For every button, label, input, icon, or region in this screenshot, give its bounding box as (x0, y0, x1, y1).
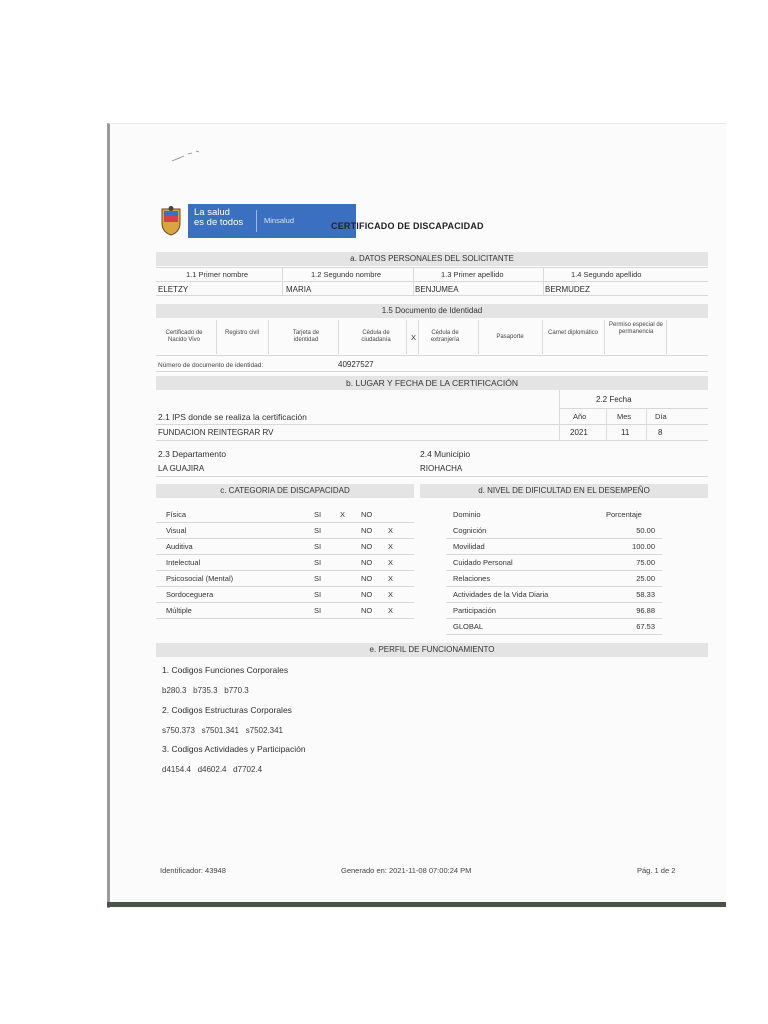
section-d-title: d. NIVEL DE DIFICULTAD EN EL DESEMPEÑO (478, 486, 650, 495)
section-a-title: a. DATOS PERSONALES DEL SOLICITANTE (350, 254, 514, 263)
first-surname-value: BENJUMEA (415, 285, 459, 294)
activities-heading: 3. Codigos Actividades y Participación (162, 744, 306, 754)
domain-percentage: 67.53 (636, 622, 655, 631)
domain-name: Movilidad (453, 542, 485, 551)
section-d-header (420, 484, 708, 498)
category-no: NO (361, 542, 373, 551)
certificate-page (107, 123, 726, 908)
pen-mark-icon (170, 149, 202, 163)
first-surname-label: 1.3 Primer apellido (441, 270, 504, 279)
date-label: 2.2 Fecha (596, 395, 632, 404)
domain-percentage: 100.00 (632, 542, 655, 551)
category-no: NO (361, 558, 373, 567)
section-e-title: e. PERFIL DE FUNCIONAMIENTO (369, 645, 495, 654)
category-yes: SI (314, 590, 322, 599)
year-header: Año (573, 412, 587, 421)
domain-name: Cuidado Personal (453, 558, 513, 567)
doc-type-foreign-id: Cédula de extranjería (430, 330, 460, 343)
logo-ministry: Minsalud (264, 216, 295, 225)
page-bottom-edge (107, 902, 726, 907)
category-yes: SI (314, 574, 322, 583)
document-type-title: 1.5 Documento de Identidad (381, 306, 483, 315)
category-yes: SI (314, 526, 322, 535)
second-surname-label: 1.4 Segundo apellido (571, 270, 642, 279)
category-no-mark: X (388, 606, 394, 615)
domain-name: Actividades de la Vida Diaria (453, 590, 549, 599)
municipality-label: 2.4 Municipio (420, 449, 471, 459)
department-label: 2.3 Departamento (158, 449, 227, 459)
category-yes: SI (314, 510, 322, 519)
body-functions-codes: b280.3 b735.3 b770.3 (162, 686, 249, 695)
category-label: Múltiple (166, 606, 192, 615)
domain-percentage: 25.00 (636, 574, 655, 583)
domain-percentage: 50.00 (636, 526, 655, 535)
domain-percentage: 58.33 (636, 590, 655, 599)
domain-name: GLOBAL (453, 622, 484, 631)
document-number-value: 40927527 (338, 360, 374, 369)
category-no: NO (361, 510, 373, 519)
logo-line-2: es de todos (194, 217, 244, 228)
month-header: Mes (617, 412, 632, 421)
doc-type-special-permit: Permiso especial de permanencia (608, 322, 664, 335)
domain-percentage: 96.88 (636, 606, 655, 615)
year-value: 2021 (570, 428, 588, 437)
municipality-value: RIOHACHA (420, 464, 463, 473)
colombia-crest-icon (158, 206, 184, 236)
section-c-header (156, 484, 414, 498)
domain-percentage: 75.00 (636, 558, 655, 567)
section-b-title: b. LUGAR Y FECHA DE LA CERTIFICACIÓN (346, 378, 518, 388)
footer-identifier: Identificador: 43948 (160, 866, 226, 875)
footer-generated: Generado en: 2021-11-08 07:00:24 PM (341, 866, 472, 875)
category-label: Sordoceguera (166, 590, 214, 599)
department-value: LA GUAJIRA (158, 464, 205, 473)
domain-name: Cognición (453, 526, 487, 535)
body-structures-codes: s750.373 s7501.341 s7502.341 (162, 726, 283, 735)
day-value: 8 (658, 428, 663, 437)
footer-page-number: Pág. 1 de 2 (637, 866, 676, 875)
document-title: CERTIFICADO DE DISCAPACIDAD (331, 221, 484, 231)
second-name-value: MARIA (286, 285, 312, 294)
ministry-logo (158, 204, 308, 238)
activities-codes: d4154.4 d4602.4 d7702.4 (162, 765, 263, 774)
doc-type-citizen-id: Cédula de ciudadanía (361, 330, 391, 343)
section-b-header (156, 376, 708, 390)
section-e-header (156, 643, 708, 657)
body-structures-heading: 2. Codigos Estructuras Corporales (162, 705, 292, 715)
category-yes-mark: X (340, 510, 346, 519)
category-no-mark: X (388, 542, 394, 551)
category-no-mark: X (388, 590, 394, 599)
category-no: NO (361, 574, 373, 583)
first-name-label: 1.1 Primer nombre (186, 270, 249, 279)
second-name-label: 1.2 Segundo nombre (311, 270, 382, 279)
document-number-label: Número de documento de identidad: (158, 362, 264, 369)
domain-name: Relaciones (453, 574, 491, 583)
category-yes: SI (314, 542, 322, 551)
second-surname-value: BERMUDEZ (545, 285, 590, 294)
day-header: Día (655, 412, 667, 421)
doc-type-birth-cert: Certificado de Nacido Vivo (165, 330, 203, 343)
category-label: Psicosocial (Mental) (166, 574, 234, 583)
first-name-value: ELETZY (158, 285, 189, 294)
category-no: NO (361, 590, 373, 599)
category-no-mark: X (388, 574, 394, 583)
percentage-column-header: Porcentaje (606, 510, 642, 519)
category-label: Visual (166, 526, 187, 535)
category-label: Auditiva (166, 542, 193, 551)
section-a-header (156, 252, 708, 266)
ips-value: FUNDACION REINTEGRAR RV (158, 428, 274, 437)
category-no-mark: X (388, 526, 394, 535)
category-label: Intelectual (166, 558, 201, 567)
logo-line-1: La salud (194, 207, 230, 218)
category-no: NO (361, 606, 373, 615)
doc-type-diplomatic: Carnet diplomático (547, 330, 599, 336)
document-type-header (156, 304, 708, 318)
doc-type-identity-card: Tarjeta de identidad (292, 330, 320, 343)
doc-type-civil-registry: Registro civil (224, 330, 259, 336)
category-no-mark: X (388, 558, 394, 567)
section-c-title: c. CATEGORIA DE DISCAPACIDAD (220, 486, 350, 495)
category-label: Física (166, 510, 187, 519)
doc-type-mark: X (411, 333, 417, 342)
month-value: 11 (621, 428, 630, 437)
body-functions-heading: 1. Codigos Funciones Corporales (162, 665, 289, 675)
category-yes: SI (314, 606, 322, 615)
domain-name: Participación (453, 606, 496, 615)
domain-column-header: Dominio (453, 510, 481, 519)
category-no: NO (361, 526, 373, 535)
category-yes: SI (314, 558, 322, 567)
ips-label: 2.1 IPS donde se realiza la certificación (158, 412, 307, 422)
doc-type-passport: Pasaporte (496, 334, 524, 340)
